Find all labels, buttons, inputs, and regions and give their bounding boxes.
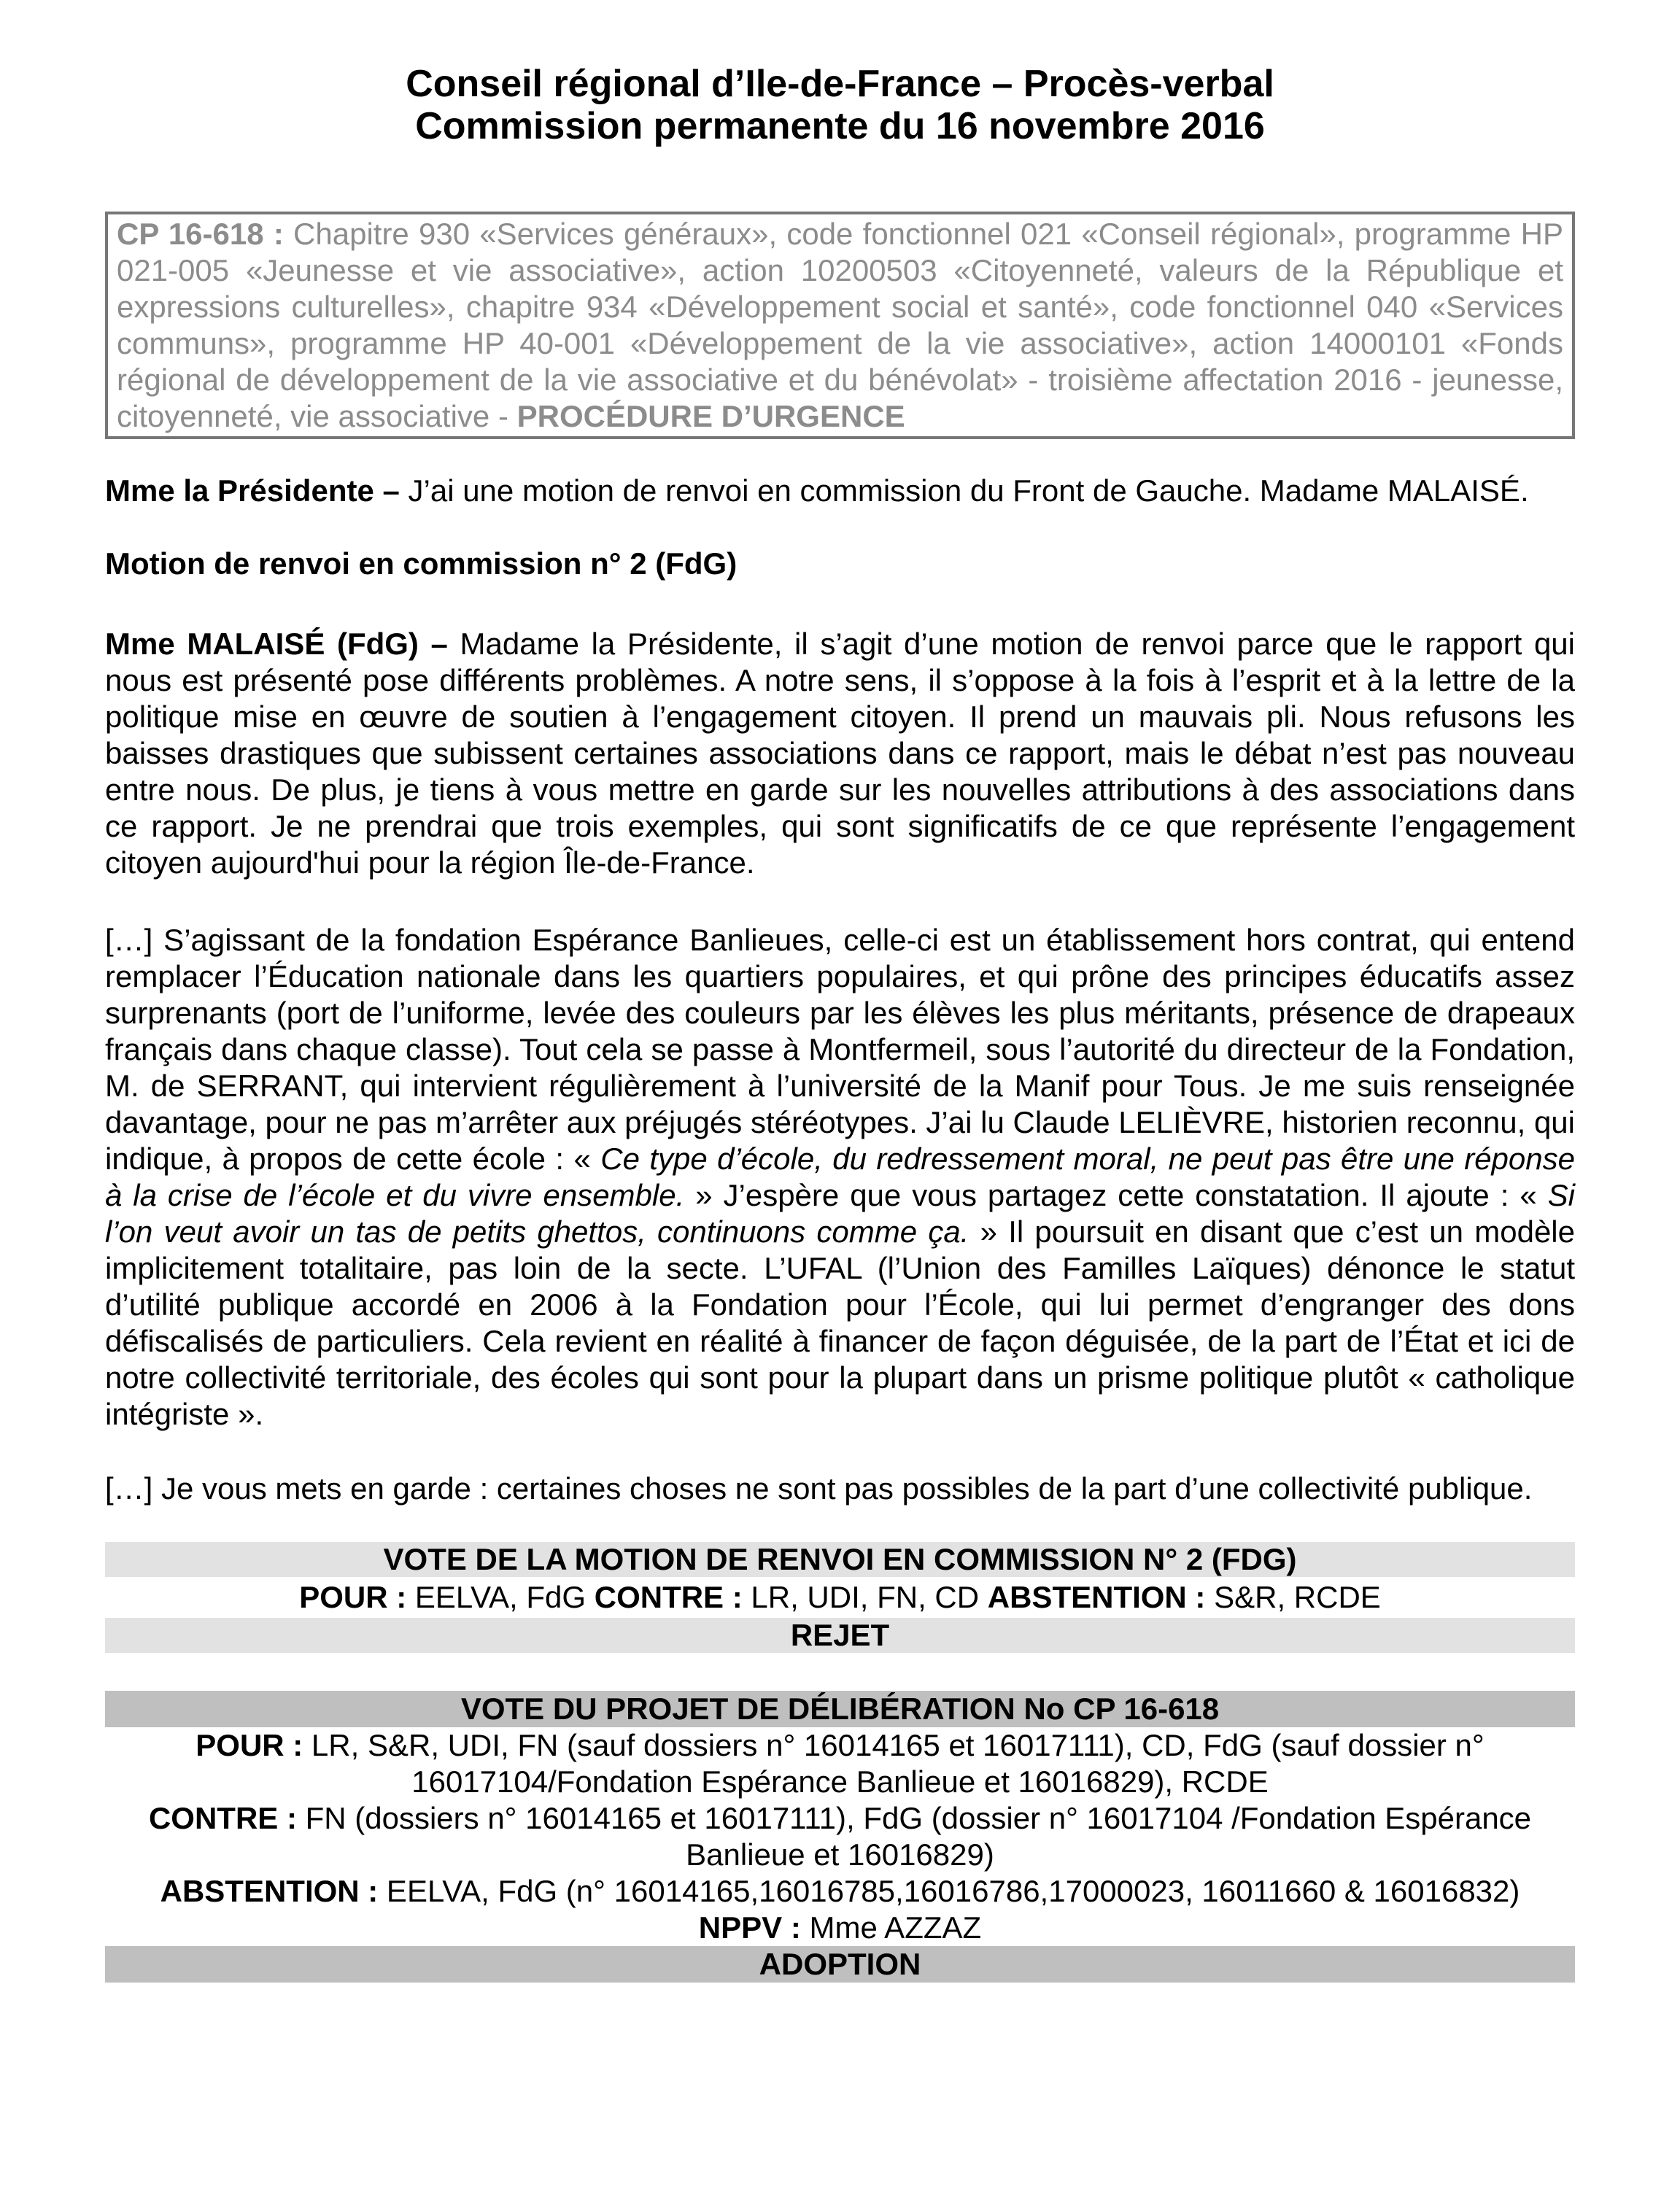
presidente-statement: J’ai une motion de renvoi en commission du Front de Gauche. Madame MALAISÉ. [399,473,1529,508]
paragraph-malaise [105,626,1575,881]
doc-title [105,0,1575,147]
motion-heading: Motion de renvoi en commission n° 2 (FdG) [105,546,738,581]
speaker-malaise: Mme MALAISÉ (FdG) – [105,627,448,661]
vote1-pour-value: EELVA, FdG [406,1580,595,1614]
cp-summary-text: Chapitre 930 «Services généraux», code fonctionnel 021 «Conseil régional», programme HP 021-005 «Jeunesse et vie associative», action 10200503 «Citoyenneté, valeurs de la République et expressions culturelles», chapitre 934 «Développement social et santé», code fonctionnel 040 «Services communs», programme HP 40-001 «Développement de la vie associative», action 14000101 «Fonds régional de développement de la vie associative et du bénévolat» - troisième affectation 2016 - jeunesse, citoyenneté, vie associative - [117,217,1563,433]
vote2-contre-line [105,1800,1575,1873]
paragraph-mise-en-garde: […] Je vous mets en garde : certaines choses ne sont pas possibles de la part d’une collectivité publique. [105,1471,1533,1506]
vote-motion-result: REJET [105,1618,1575,1653]
vote1-abstention-label: ABSTENTION : [987,1580,1206,1614]
vote-motion-header: VOTE DE LA MOTION DE RENVOI EN COMMISSION N° 2 (FDG) [105,1542,1575,1577]
esperance-text-1: […] S’agissant de la fondation Espérance Banlieues, celle-ci est un établissement hors contrat, qui entend remplacer l’Éducation nationale dans les quartiers populaires, et qui prône des principes éducatifs assez surprenants (port de l’uniforme, levée des couleurs par les élèves les plus méritants, présence de drapeaux français dans chaque classe). Tout cela se passe à Montfermeil, sous l’autorité du directeur de la Fondation, M. de SERRANT, qui intervient régulièrement à l’université de la Manif pour Tous. Je me suis renseignée davantage, pour ne pas m’arrêter aux préjugés stéréotypes. J’ai lu Claude LELIÈVRE, historien reconnu, qui indique, à propos de cette école : « [105,923,1575,1176]
cp-summary-box [105,212,1575,439]
vote2-pour-label: POUR : [196,1728,303,1762]
vote2-abstention-line [105,1873,1575,1910]
vote2-pour-value: LR, S&R, UDI, FN (sauf dossiers n° 16014165 et 16017111), CD, FdG (sauf dossier n° 16017104/Fondation Espérance Banlieue et 16016829), RCDE [303,1728,1484,1799]
vote1-contre-label: CONTRE : [594,1580,743,1614]
vote2-nppv-value: Mme AZZAZ [800,1910,982,1945]
paragraph-presidente [105,473,1575,509]
vote2-nppv-label: NPPV : [698,1910,801,1945]
doc-title-line2: Commission permanente du 16 novembre 2016 [415,105,1265,147]
vote2-contre-label: CONTRE : [148,1801,297,1835]
vote-deliberation-header: VOTE DU PROJET DE DÉLIBÉRATION No CP 16-618 [105,1691,1575,1727]
quote-lelievre-2: Si l’on veut avoir un tas de petits ghettos, continuons comme ça. [105,1178,1575,1249]
vote-deliberation-section [105,1691,1575,1983]
vote2-abstention-label: ABSTENTION : [160,1874,379,1908]
cp-urgency-label: PROCÉDURE D’URGENCE [516,399,905,433]
paragraph-esperance-banlieues [105,922,1575,1433]
cp-number-label: CP 16-618 : [117,217,284,251]
vote2-abstention-value: EELVA, FdG (n° 16014165,16016785,16016786,17000023, 16011660 & 16016832) [378,1874,1520,1908]
vote2-pour-line [105,1727,1575,1800]
vote1-contre-value: LR, UDI, FN, CD [742,1580,988,1614]
esperance-text-2: » J’espère que vous partagez cette constatation. Il ajoute : « [684,1178,1548,1212]
vote-motion-results [105,1577,1575,1618]
document-content [105,0,1575,1983]
doc-title-line1: Conseil régional d’Ile-de-France – Procès-verbal [406,63,1274,105]
vote1-pour-label: POUR : [299,1580,407,1614]
vote-deliberation-result: ADOPTION [105,1946,1575,1983]
vote1-abstention-value: S&R, RCDE [1205,1580,1381,1614]
vote2-nppv-line [105,1910,1575,1946]
esperance-text-3: » Il poursuit en disant que c’est un modèle implicitement totalitaire, pas loin de la secte. L’UFAL (l’Union des Familles Laïques) dénonce le statut d’utilité publique accordé en 2006 à la Fondation pour l’École, qui lui permet d’engranger des dons défiscalisés de particuliers. Cela revient en réalité à financer de façon déguisée, de la part de l’État et ici de notre collectivité territoriale, des écoles qui sont pour la plupart dans un prisme politique plutôt « catholique intégriste ». [105,1214,1575,1431]
speaker-presidente: Mme la Présidente – [105,473,400,508]
vote-motion-section [105,1542,1575,1653]
malaise-statement: Madame la Présidente, il s’agit d’une motion de renvoi parce que le rapport qui nous est présenté pose différents problèmes. A notre sens, il s’oppose à la fois à l’esprit et à la lettre de la politique mise en œuvre de soutien à l’engagement citoyen. Il prend un mauvais pli. Nous refusons les baisses drastiques que subissent certaines associations dans ce rapport, mais le débat n’est pas nouveau entre nous. De plus, je tiens à vous mettre en garde sur les nouvelles attributions à des associations dans ce rapport. Je ne prendrai que trois exemples, qui sont significatifs de ce que représente l’engagement citoyen aujourd'hui pour la région Île-de-France. [105,627,1575,880]
quote-lelievre-1: Ce type d’école, du redressement moral, ne peut pas être une réponse à la crise de l’école et du vivre ensemble. [105,1142,1575,1212]
vote2-contre-value: FN (dossiers n° 16014165 et 16017111), FdG (dossier n° 16017104 /Fondation Espérance Banlieue et 16016829) [296,1801,1532,1872]
